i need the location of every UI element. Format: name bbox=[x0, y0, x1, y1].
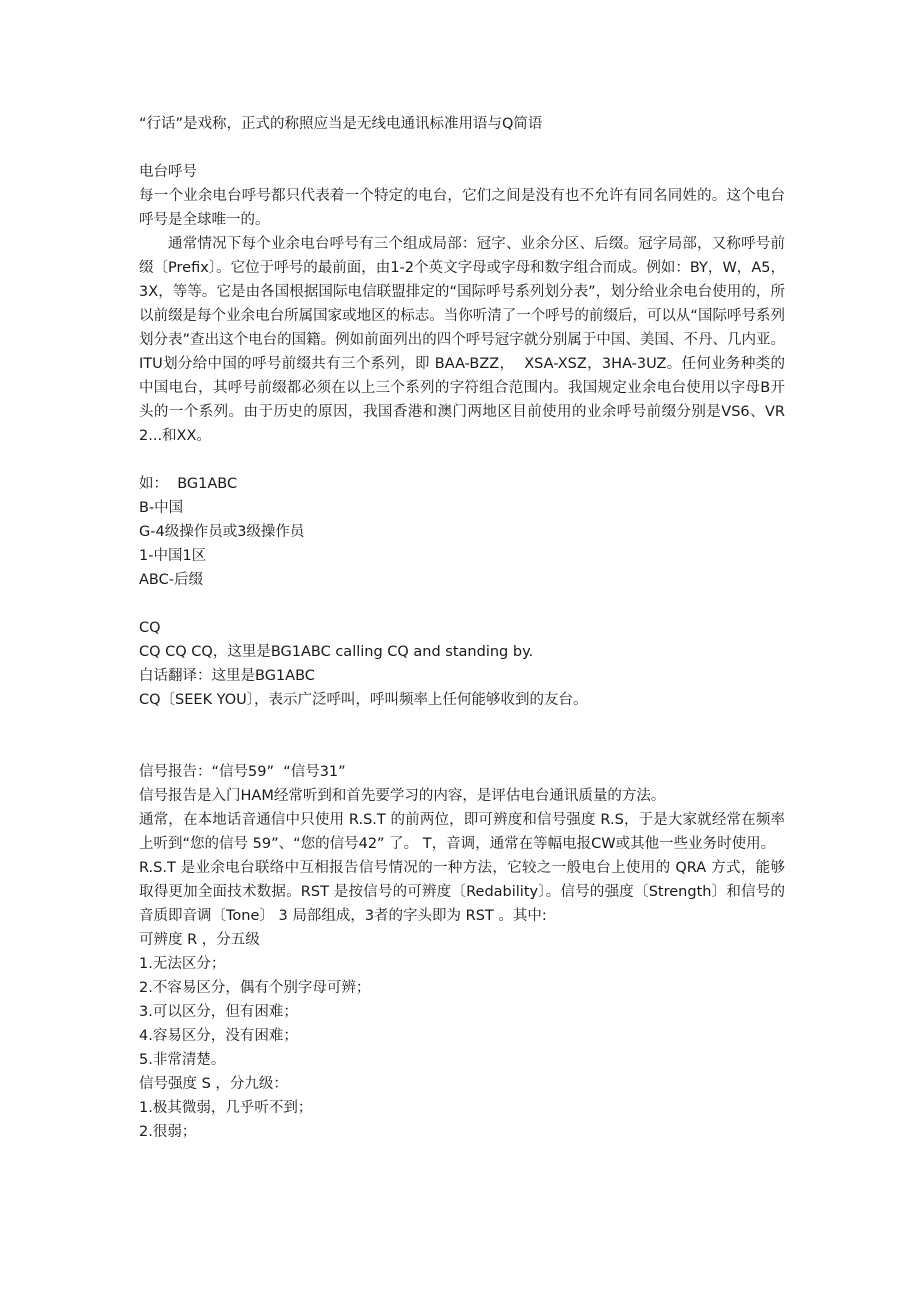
readability-item: 5.非常清楚。 bbox=[139, 1052, 226, 1068]
spacer bbox=[139, 448, 785, 472]
example-line: G-4级操作员或3级操作员 bbox=[139, 524, 305, 540]
cq-line: CQ〔SEEK YOU〕，表示广泛呼叫，呼叫频率上任何能够收到的友台。 bbox=[139, 692, 588, 708]
readability-item: 4.容易区分，没有困难； bbox=[139, 1028, 298, 1044]
report-paragraph-3: R.S.T 是业余电台联络中互相报告信号情况的一种方法，它较之一般电台上使用的 QRA 方式，能够取得更加全面技术数据。RST 是按信号的可辨度〔Redability〕。信号的强度〔Strength〕和信号的音质即音调〔Tone〕 3 局部组成，3者的字头即为 RST 。其中: bbox=[139, 860, 785, 924]
cq-line: 白话翻译：这里是BG1ABC bbox=[139, 668, 315, 684]
spacer bbox=[139, 592, 785, 616]
readability-item: 1.无法区分； bbox=[139, 956, 226, 972]
spacer bbox=[139, 712, 785, 760]
example-line: B-中国 bbox=[139, 500, 184, 516]
report-section-title: 信号报告：“信号59” “信号31” bbox=[139, 764, 346, 780]
cq-line: CQ CQ CQ，这里是BG1ABC calling CQ and standing by. bbox=[139, 644, 534, 660]
readability-item: 3.可以区分，但有困难； bbox=[139, 1004, 298, 1020]
intro-line: “行话”是戏称，正式的称照应当是无线电通讯标准用语与Q简语 bbox=[139, 116, 543, 132]
strength-item: 1.极其微弱，几乎听不到； bbox=[139, 1100, 313, 1116]
report-paragraph-2: 通常，在本地话音通信中只使用 R.S.T 的前两位，即可辨度和信号强度 R.S，于是大家就经常在频率上听到“您的信号 59”、“您的信号42” 了。 T，音调，通常在等幅电报CW或其他一些业务时使用。 bbox=[139, 812, 785, 852]
callsign-paragraph-1: 每一个业余电台呼号都只代表着一个特定的电台，它们之间是没有也不允许有同名同姓的。这个电台呼号是全球唯一的。 bbox=[139, 188, 785, 228]
example-heading: 如： BG1ABC bbox=[139, 476, 238, 492]
callsign-paragraph-2: 通常情况下每个业余电台呼号有三个组成局部：冠字、业余分区、后缀。冠字局部，又称呼号前缀〔Prefix〕。它位于呼号的最前面，由1-2个英文字母或字母和数字组合而成。例如：BY，W，A5，3X，等等。它是由各国根据国际电信联盟排定的“国际呼号系列划分表”，划分给业余电台使用的，所以前缀是每个业余电台所属国家或地区的标志。当你听清了一个呼号的前缀后，可以从“国际呼号系列划分表”查出这个电台的国籍。例如前面列出的四个呼号冠字就分别属于中国、美国、不丹、几内亚。ITU划分给中国的呼号前缀共有三个系列，即 BAA-BZZ， XSA-XSZ，3HA-3UZ。任何业务种类的中国电台，其呼号前缀都必须在以上三个系列的字符组合范围内。我国规定业余电台使用以字母B开头的一个系列。由于历史的原因，我国香港和澳门两地区目前使用的业余呼号前缀分别是VS6、VR2...和XX。 bbox=[139, 236, 785, 444]
document-body bbox=[139, 112, 785, 1144]
cq-section-title: CQ bbox=[139, 620, 161, 636]
example-line: ABC-后缀 bbox=[139, 572, 203, 588]
readability-title: 可辨度 R ，分五级 bbox=[139, 932, 260, 948]
strength-item: 2.很弱； bbox=[139, 1124, 197, 1140]
example-line: 1-中国1区 bbox=[139, 548, 207, 564]
spacer bbox=[139, 136, 785, 160]
strength-title: 信号强度 S ，分九级： bbox=[139, 1076, 288, 1092]
readability-item: 2.不容易区分，偶有个别字母可辨； bbox=[139, 980, 371, 996]
report-paragraph-1: 信号报告是入门HAM经常听到和首先要学习的内容，是评估电台通讯质量的方法。 bbox=[139, 788, 666, 804]
callsign-section-title: 电台呼号 bbox=[139, 164, 197, 180]
